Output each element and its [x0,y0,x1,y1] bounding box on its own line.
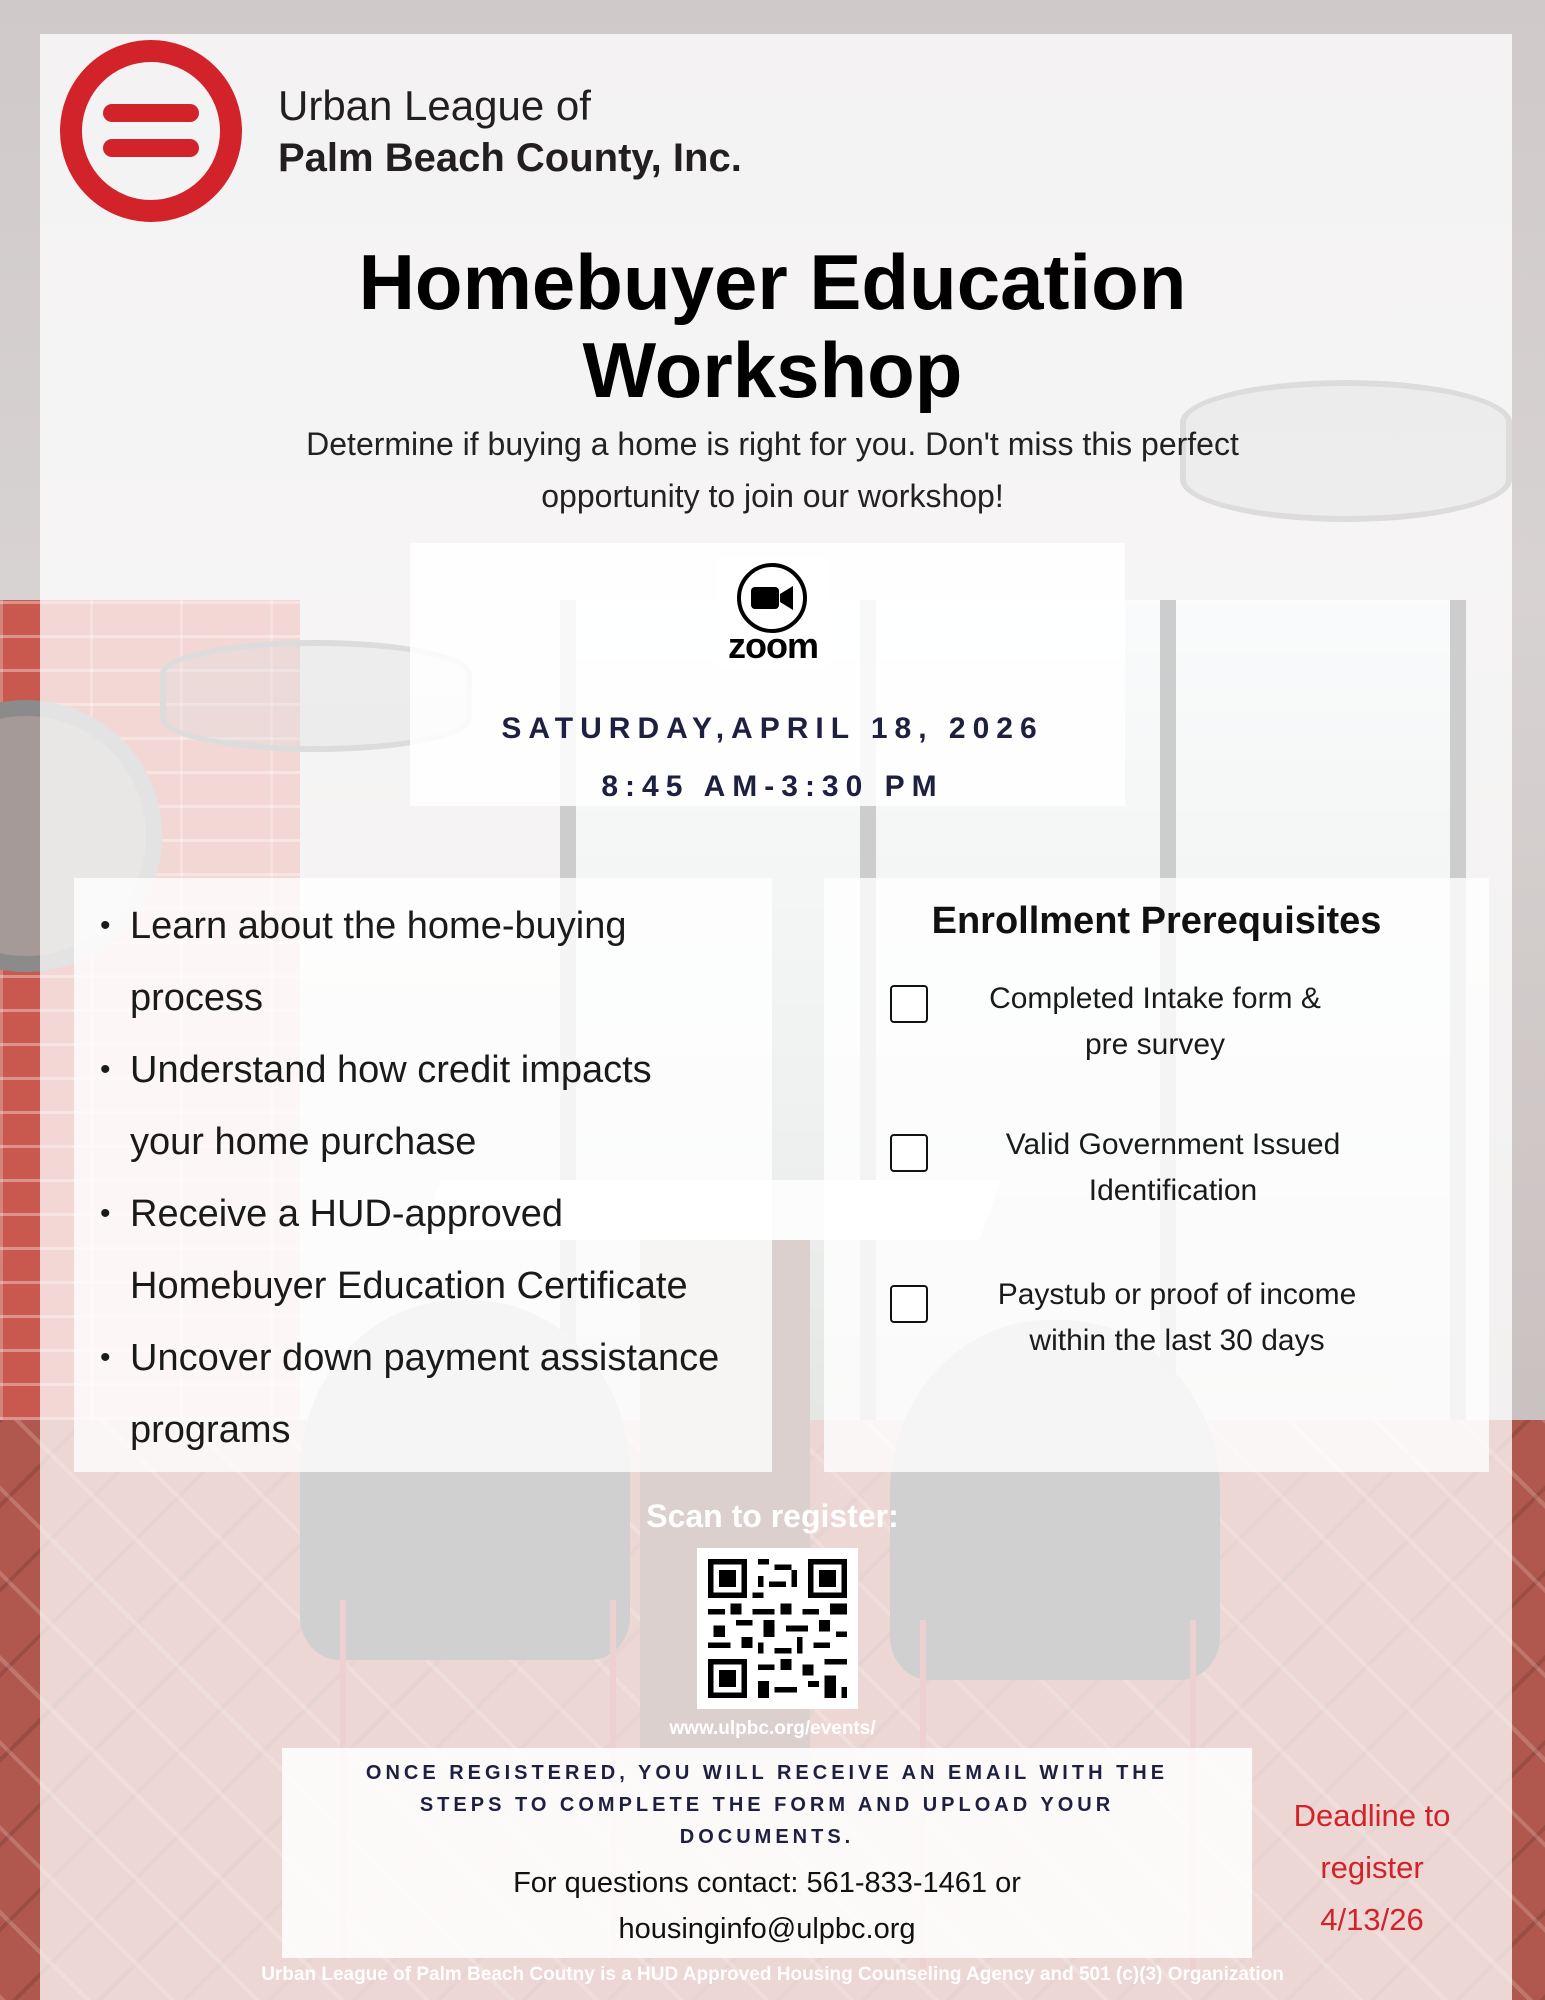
registration-deadline [1262,1790,1482,1946]
page-title [0,238,1545,414]
qr-code[interactable] [697,1548,858,1709]
benefit-line: • Learn about the home-buying [130,905,627,947]
prerequisite-item [928,1122,1418,1214]
organization-name-line2: Palm Beach County, Inc. [278,136,742,180]
zoom-wordmark: zoom [728,625,818,666]
benefit-line: • Uncover down payment assistance [130,1337,720,1379]
benefit-item [96,890,776,1034]
benefit-item [96,1034,776,1178]
prerequisite-item [932,1272,1422,1364]
notice-line1: ONCE REGISTERED, YOU WILL RECEIVE AN EMAIL WITH THE [365,1762,1169,1784]
organization-name [278,80,742,184]
prerequisite-line: Valid Government Issued [1005,1128,1341,1161]
prerequisite-line: within the last 30 days [1029,1324,1325,1357]
contact-phone-line: For questions contact: 561-833-1461 or [513,1867,1021,1899]
notice-line3: DOCUMENTS. [679,1826,855,1848]
contact-email[interactable]: housinginfo@ulpbc.org [618,1913,916,1945]
benefit-line: programs [130,1409,291,1451]
prerequisite-item [910,976,1400,1068]
benefit-line: process [130,977,264,1019]
equality-ring-logo [58,38,244,224]
subtitle-line1: Determine if buying a home is right for you. Don't miss this perfect [306,426,1239,462]
registration-notice [282,1757,1252,1853]
prerequisite-checkbox[interactable] [890,1134,928,1172]
scan-to-register-label: Scan to register: [646,1498,899,1534]
prerequisite-line: Identification [1088,1174,1258,1207]
benefit-item [96,1178,776,1322]
benefits-list [96,890,776,1466]
benefit-line: your home purchase [130,1121,477,1163]
benefit-line: • Receive a HUD-approved [130,1193,563,1235]
deadline-line1: Deadline to [1293,1798,1451,1833]
notice-line2: STEPS TO COMPLETE THE FORM AND UPLOAD YOUR [419,1794,1115,1816]
benefit-item [96,1322,776,1466]
prerequisite-line: Completed Intake form & [989,982,1321,1015]
event-date: SATURDAY,APRIL 18, 2026 [501,712,1044,745]
prerequisite-checkbox[interactable] [890,1285,928,1323]
prerequisites-title: Enrollment Prerequisites [931,900,1382,942]
prerequisite-line: pre survey [1084,1028,1226,1061]
organization-name-line1: Urban League of [278,82,591,129]
benefit-line: • Understand how credit impacts [130,1049,652,1091]
deadline-line2: register [1320,1850,1424,1885]
page-title-line2: Workshop [582,326,963,414]
event-time: 8:45 AM-3:30 PM [601,770,944,803]
benefit-line: Homebuyer Education Certificate [130,1265,688,1307]
contact-info [282,1860,1252,1952]
subtitle [0,418,1545,522]
footer-disclaimer: Urban League of Palm Beach Coutny is a HUD Approved Housing Counseling Agency and 501 (c)(3) Organization [261,1964,1284,1985]
subtitle-line2: opportunity to join our workshop! [541,478,1004,514]
prerequisite-line: Paystub or proof of income [997,1278,1357,1311]
registration-url[interactable]: www.ulpbc.org/events/ [669,1718,876,1739]
page-title-line1: Homebuyer Education [358,238,1187,326]
deadline-date: 4/13/26 [1320,1902,1424,1937]
